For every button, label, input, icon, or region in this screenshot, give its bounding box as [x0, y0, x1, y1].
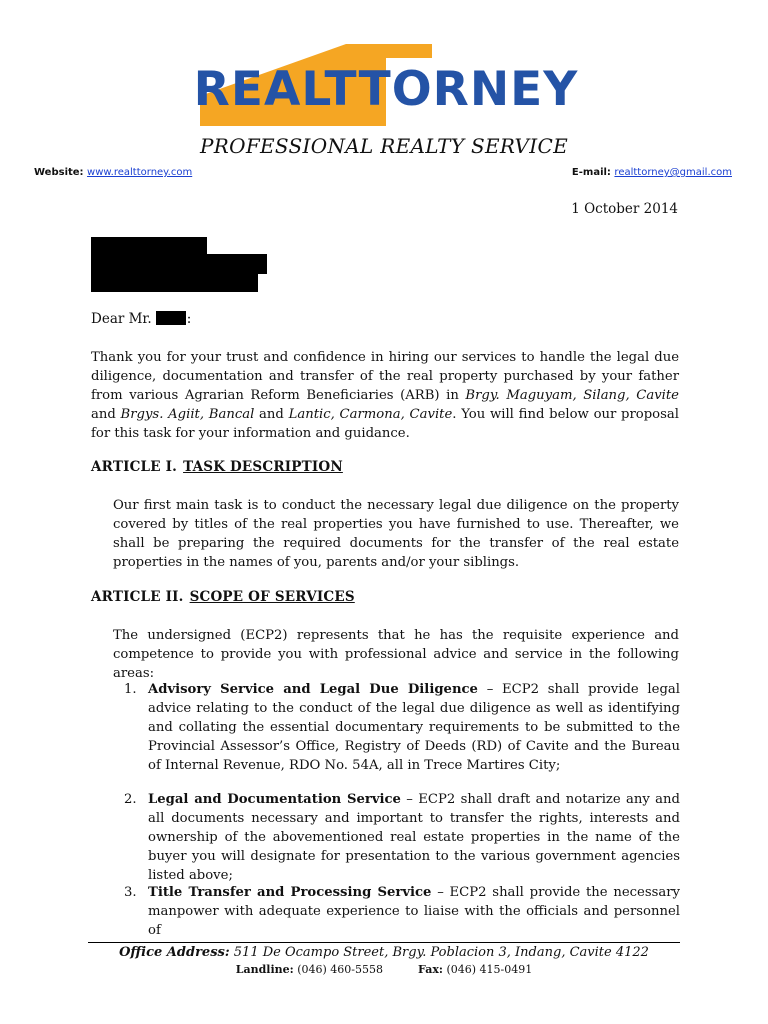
fax-label: Fax:	[418, 963, 443, 976]
list-item-description: – ECP2 shall provide the necessary manpower with adequate experience to liaise with the officials and personnel of	[148, 885, 681, 938]
intro-text-3: and	[254, 407, 289, 422]
email-label: E-mail:	[571, 167, 611, 178]
list-item-text	[148, 883, 680, 940]
article-2-title: SCOPE OF SERVICES	[189, 589, 355, 605]
address-value: 511 De Ocampo Street, Brgy. Poblacion 3, Indang, Cavite 4122	[233, 945, 649, 960]
company-tagline: PROFESSIONAL REALTY SERVICE	[200, 134, 568, 158]
salutation-prefix: Dear Mr.	[91, 311, 152, 327]
intro-location-3: Lantic, Carmona, Cavite	[288, 407, 453, 422]
redacted-recipient-line-3	[91, 273, 258, 292]
redacted-name	[156, 311, 186, 325]
fax-value: (046) 415-0491	[446, 963, 533, 976]
intro-text-1: Thank you for your trust and confidence in hiring our services to handle the legal due diligence, documentation and transfer of the real property purchased by your father from various Agrarian Reform Beneficiaries (ARB) in	[91, 350, 679, 403]
landline-label: Landline:	[235, 963, 294, 976]
article-1-label: ARTICLE I.	[91, 459, 178, 475]
intro-text-4: . You will find below our proposal for this task for your information and guidance.	[91, 407, 679, 441]
redacted-recipient-line-2	[91, 254, 267, 274]
list-item-text	[148, 680, 680, 775]
list-item-title: Title Transfer and Processing Service	[148, 885, 432, 900]
article-2-heading	[91, 589, 355, 605]
footer-phones	[0, 963, 768, 976]
footer-divider	[88, 942, 680, 943]
website-label: Website:	[34, 167, 84, 178]
footer-address	[0, 945, 768, 960]
salutation	[91, 311, 191, 327]
list-item-title: Advisory Service and Legal Due Diligence	[148, 682, 478, 697]
logo-wordmark: REALTTORNEY	[193, 62, 579, 117]
intro-paragraph	[91, 348, 679, 443]
salutation-suffix: :	[186, 311, 192, 327]
article-1-body: Our first main task is to conduct the necessary legal due diligence on the property covered by titles of the real properties you have furnished to use. Thereafter, we shall be preparing the required documents for the transfer of the real estate properties in the names of you, parents and/or your siblings.	[113, 498, 679, 570]
website-line	[34, 167, 192, 178]
list-item-text	[148, 790, 680, 885]
intro-location-2: Brgys. Agiit, Bancal	[120, 407, 255, 422]
article-1-heading	[91, 459, 343, 475]
list-item-description: – ECP2 shall provide legal advice relating to the conduct of the legal due diligence as well as identifying and collating the essential documentary requirements to be submitted to the Provincial Assessor’s Office, Registry of Deeds (RD) of Cavite and the Bureau of Internal Revenue, RDO No. 54A, all in Trece Martires City;	[148, 682, 680, 773]
company-logo	[150, 40, 620, 140]
intro-text-2: and	[91, 407, 121, 422]
list-item-title: Legal and Documentation Service	[148, 792, 401, 807]
redacted-recipient-line-1	[91, 237, 207, 255]
article-1-title: TASK DESCRIPTION	[183, 459, 343, 475]
article-2-body: The undersigned (ECP2) represents that he has the requisite experience and competence to provide you with professional advice and service in the following areas:	[113, 628, 679, 681]
email-link[interactable]: realttorney@gmail.com	[614, 167, 732, 178]
landline-value: (046) 460-5558	[297, 963, 383, 976]
list-item-number: 2.	[124, 792, 137, 807]
list-item-number: 3.	[124, 885, 137, 900]
list-item-number: 1.	[124, 682, 137, 697]
email-line	[572, 167, 732, 178]
letter-date: 1 October 2014	[571, 201, 678, 217]
website-link[interactable]: www.realttorney.com	[87, 167, 193, 178]
intro-location-1: Brgy. Maguyam, Silang, Cavite	[465, 388, 679, 403]
list-item-description: – ECP2 shall draft and notarize any and all documents necessary and important to transfer the rights, interests and ownership of the abovementioned real estate properties in the name of the buyer you will designate for presentation to the various government agencies listed above;	[148, 792, 680, 883]
article-2-label: ARTICLE II.	[91, 589, 184, 605]
address-label: Office Address:	[119, 945, 230, 960]
